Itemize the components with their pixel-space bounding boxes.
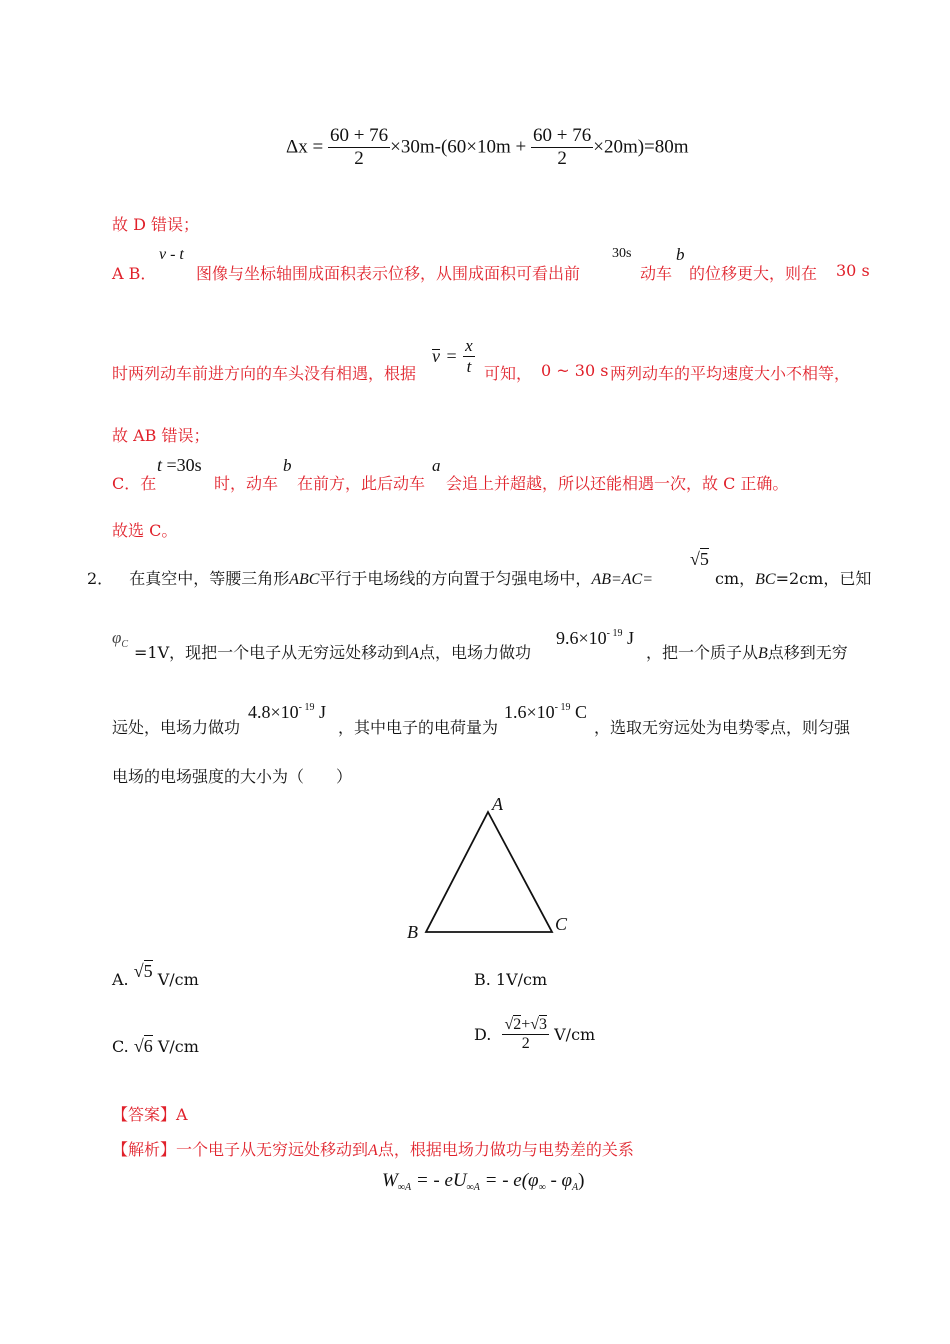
c-text-1: 时，动车 [214, 474, 279, 493]
work-2-value: $4.8\times 10^{- 19}$ J [248, 702, 327, 722]
analysis-line: 【解析】一个电子从无穷远处移动到A点，根据电场力做功与电势差的关系 [112, 1140, 634, 1159]
eq-sign: = [446, 346, 457, 366]
choose-c-line: 故选 C。 [112, 521, 178, 540]
q2-line-3-a: 远处，电场力做功 [112, 718, 241, 737]
q2-line-1-end: cm，BC=2cm，已知 [715, 569, 872, 588]
ab-text-2: 的位移更大，则在 [689, 264, 818, 283]
option-a[interactable]: A. √5 V/cm [112, 961, 199, 989]
ab-text-1: 图像与坐标轴围成面积表示位移，从围成面积可看出前 [196, 264, 581, 283]
c-text-3: 会追上并超越，所以还能相遇一次，故 C 正确。 [446, 474, 789, 493]
q2-line-3-b: ，其中电子的电荷量为 [338, 718, 499, 737]
q2-line-2-b: ，把一个质子从B点移到无穷 [646, 643, 848, 662]
avg-velocity-formula [432, 336, 475, 377]
eq-fraction-1 [328, 125, 390, 170]
vertex-c-label: C [555, 914, 568, 934]
vt-label: v - t [159, 246, 184, 263]
eq-mid: ×30m-(60×10m + [390, 136, 527, 158]
c-text-2: 在前方，此后动车 [297, 474, 426, 493]
phi-c: $\varphi_C$ [112, 628, 129, 650]
vertex-a-label: A [492, 794, 503, 814]
q2-line-2-a: =1V，现把一个电子从无穷远处移动到A点，电场力做功 [134, 643, 531, 662]
top-equation [286, 125, 689, 170]
option-d-fraction: $\frac{√2+√3}{2}$ [504, 1016, 548, 1052]
d-wrong-line: 故 D 错误； [112, 215, 200, 234]
option-c[interactable]: C. √6 V/cm [112, 1036, 199, 1056]
answer-line: 【答案】A [112, 1105, 188, 1124]
c-prefix: C．在 [112, 474, 157, 493]
frac2-denominator: 2 [557, 148, 567, 169]
q2-line-3-c: ，选取无穷远处为电势零点，则匀强 [594, 718, 851, 737]
x-over-t: $\frac{x}{t}$ [465, 336, 473, 376]
ab-wrong-line: 故 AB 错误； [112, 426, 210, 445]
option-b[interactable]: B. 1V/cm [474, 970, 548, 989]
q2-number: 2． [87, 569, 114, 588]
ab-line-1 [112, 261, 156, 284]
option-d[interactable]: D. $\frac{√2+√3}{2}$ V/cm [474, 1016, 596, 1052]
c-a-label: a [432, 456, 441, 475]
eq-fraction-2 [531, 125, 593, 170]
ab-line-2-text-2: 可知， [484, 364, 533, 383]
c-b-label: b [283, 456, 292, 475]
vertex-b-label: B [407, 922, 418, 942]
triangle-abc [426, 812, 552, 932]
b-label: b [676, 245, 685, 264]
q2-line-4: 电场的电场强度的大小为（ ） [112, 767, 353, 786]
charge-value: $1.6\times 10^{- 19}$ C [504, 702, 588, 722]
ab-prefix: A B． [112, 264, 157, 283]
t30s-b-label: 30 s [836, 261, 870, 280]
q2-line-1: 2． 在真空中，等腰三角形ABC平行于电场线的方向置于匀强电场中，AB=AC= [87, 569, 654, 588]
work-1-value: $9.6\times 10^{- 19}$ J [556, 628, 635, 648]
ab-line-2-text-1: 时两列动车前进方向的车头没有相遇，根据 [112, 364, 417, 383]
eq-lhs: Δx = [286, 136, 324, 158]
sqrt5-radical: √5 [690, 549, 709, 569]
ab-line-2-text-3: 两列动车的平均速度大小不相等， [610, 364, 851, 383]
frac2-numerator: 60 + 76 [533, 125, 592, 146]
range-label: 0 ~ 30 s [541, 361, 609, 380]
vbar: v [432, 346, 440, 366]
triangle-figure [400, 790, 590, 950]
t-eq-30s: t =30s [157, 455, 202, 475]
frac1-numerator: 60 + 76 [329, 125, 389, 146]
bottom-equation: $W_{\infty A}$ = - $eU_{\infty A}$ = - $e(\varphi_\infty - \varphi_A)$ [382, 1170, 585, 1193]
t30s-label: 30s [612, 246, 632, 261]
eq-tail: ×20m)=80m [593, 136, 689, 158]
frac1-denominator: 2 [354, 148, 364, 169]
car-label: 动车 [640, 264, 673, 283]
